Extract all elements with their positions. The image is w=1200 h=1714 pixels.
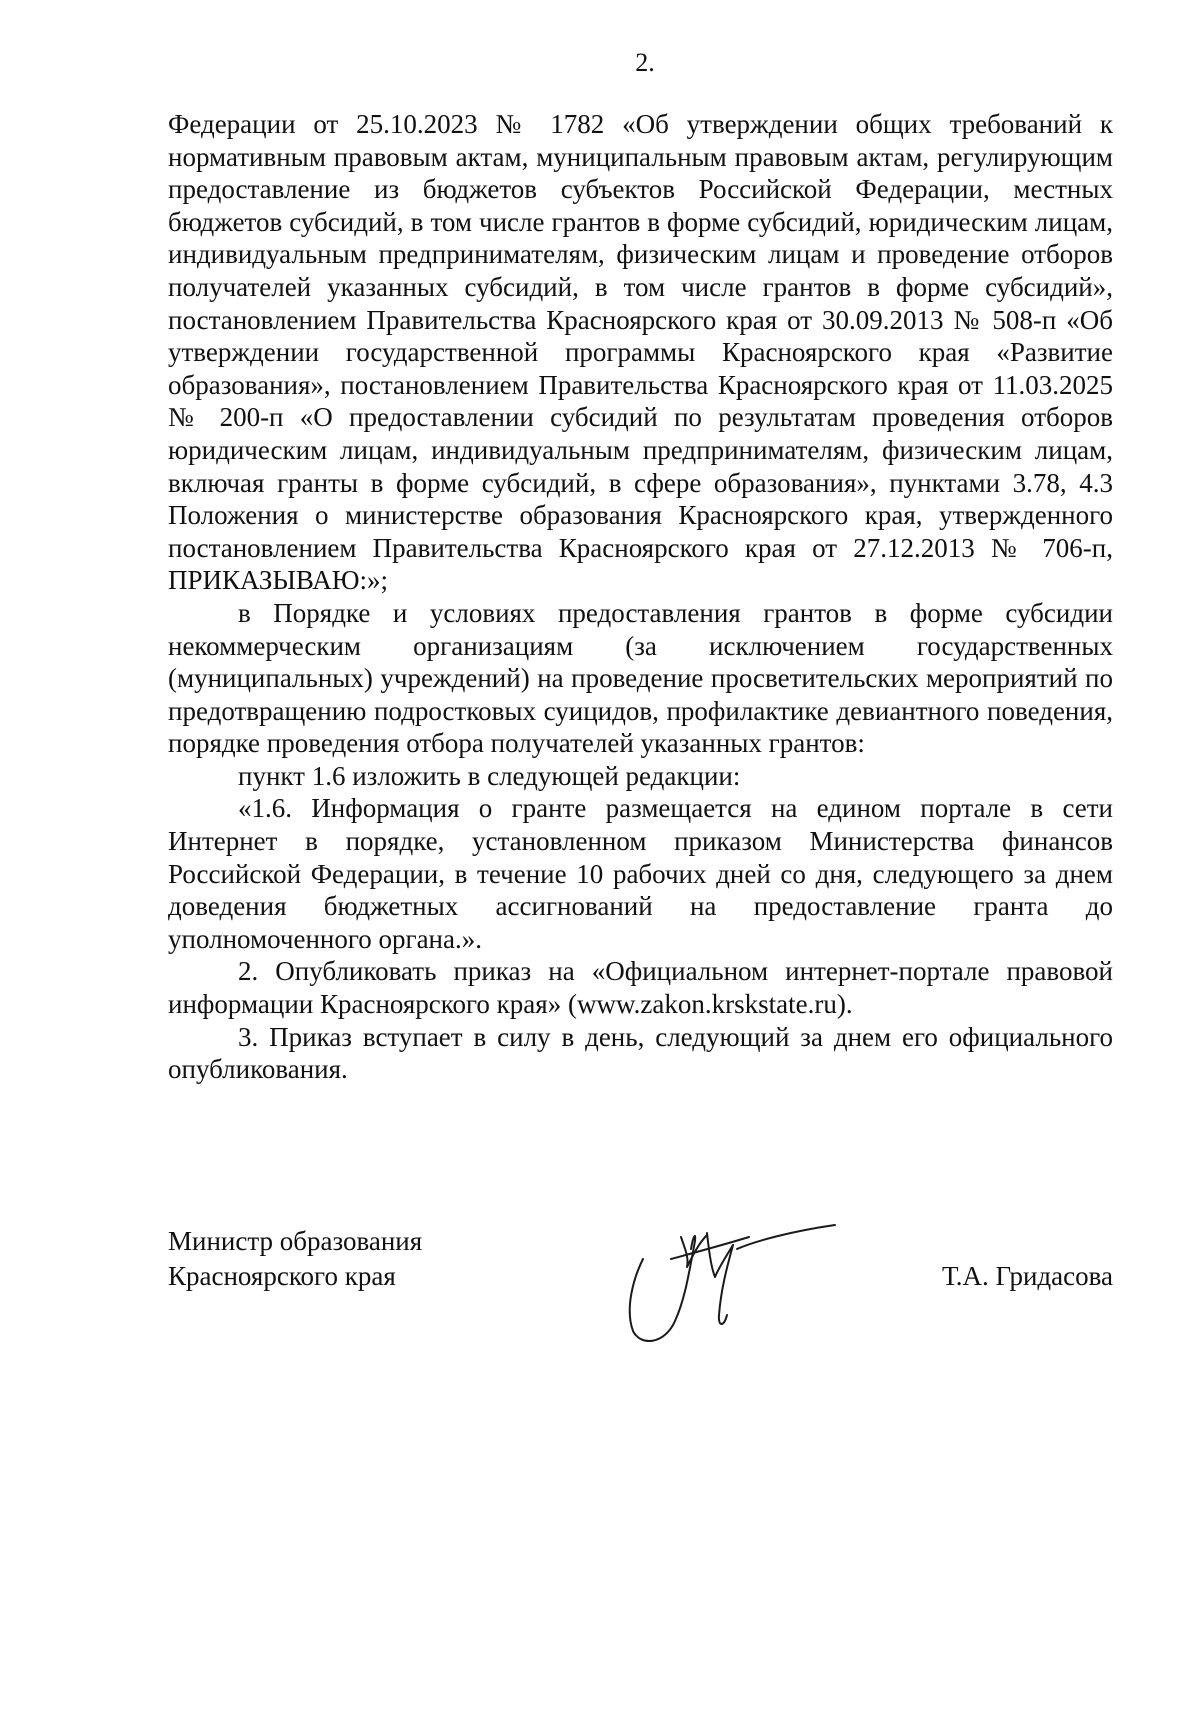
paragraph-effective-date: 3. Приказ вступает в силу в день, следующий за днем его официального опубликования. (168, 1021, 1113, 1085)
page-number: 2. (635, 48, 655, 77)
paragraph-clause-instruction: пункт 1.6 изложить в следующей редакции: (238, 760, 741, 791)
document-body (168, 108, 1113, 1086)
paragraph-legal-basis: Федерации от 25.10.2023 № 1782 «Об утверждении общих требований к нормативным правовым актам, муниципальным правовым актам, регулирующим предоставление из бюджетов субъектов Российской Федерации, местных бюджетов субсидий, в том числе грантов в форме субсидий, юридическим лицам, индивидуальным предпринимателям, физическим лицам и проведение отборов получателей указанных субсидий, в том числе грантов в форме субсидий», постановлением Правительства Красноярского края от 30.09.2013 № 508-п «Об утверждении государственной программы Красноярского края «Развитие образования», постановлением Правительства Красноярского края от 11.03.2025 № 200-п «О предоставлении субсидий по результатам проведения отборов юридическим лицам, индивидуальным предпринимателям, физическим лицам, включая гранты в форме субсидий, в сфере образования», пунктами 3.78, 4.3 Положения о министерстве образования Красноярского края, утвержденного постановлением Правительства Красноярского края от 27.12.2013 № 706-п, ПРИКАЗЫВАЮ:»; (168, 109, 1113, 596)
signatory-name: Т.А. Гридасова (942, 1261, 1113, 1291)
handwritten-signature (623, 1219, 843, 1349)
signatory-position-line1: Министр образования (168, 1226, 423, 1256)
paragraph-clause-1-6: «1.6. Информация о гранте размещается на едином портале в сети Интернет в порядке, установленном приказом Министерства финансов Российской Федерации, в течение 10 рабочих дней со дня, следующего за днем доведения бюджетных ассигнований на предоставление гранта до уполномоченного органа.». (168, 793, 1113, 954)
signatory-position-line2: Красноярского края (168, 1261, 396, 1291)
signatory-position (168, 1224, 422, 1294)
paragraph-publication: 2. Опубликовать приказ на «Официальном интернет-портале правовой информации Красноярского края» (www.zakon.krskstate.ru). (168, 956, 1113, 1020)
signature-block (168, 1224, 1113, 1364)
paragraph-amendment-target: в Порядке и условиях предоставления грантов в форме субсидии некоммерческим организациям (за исключением государственных (муниципальных) учреждений) на проведение просветительских мероприятий по предотвращению подростковых суицидов, профилактике девиантного поведения, порядке проведения отбора получателей указанных грантов: (168, 597, 1113, 759)
